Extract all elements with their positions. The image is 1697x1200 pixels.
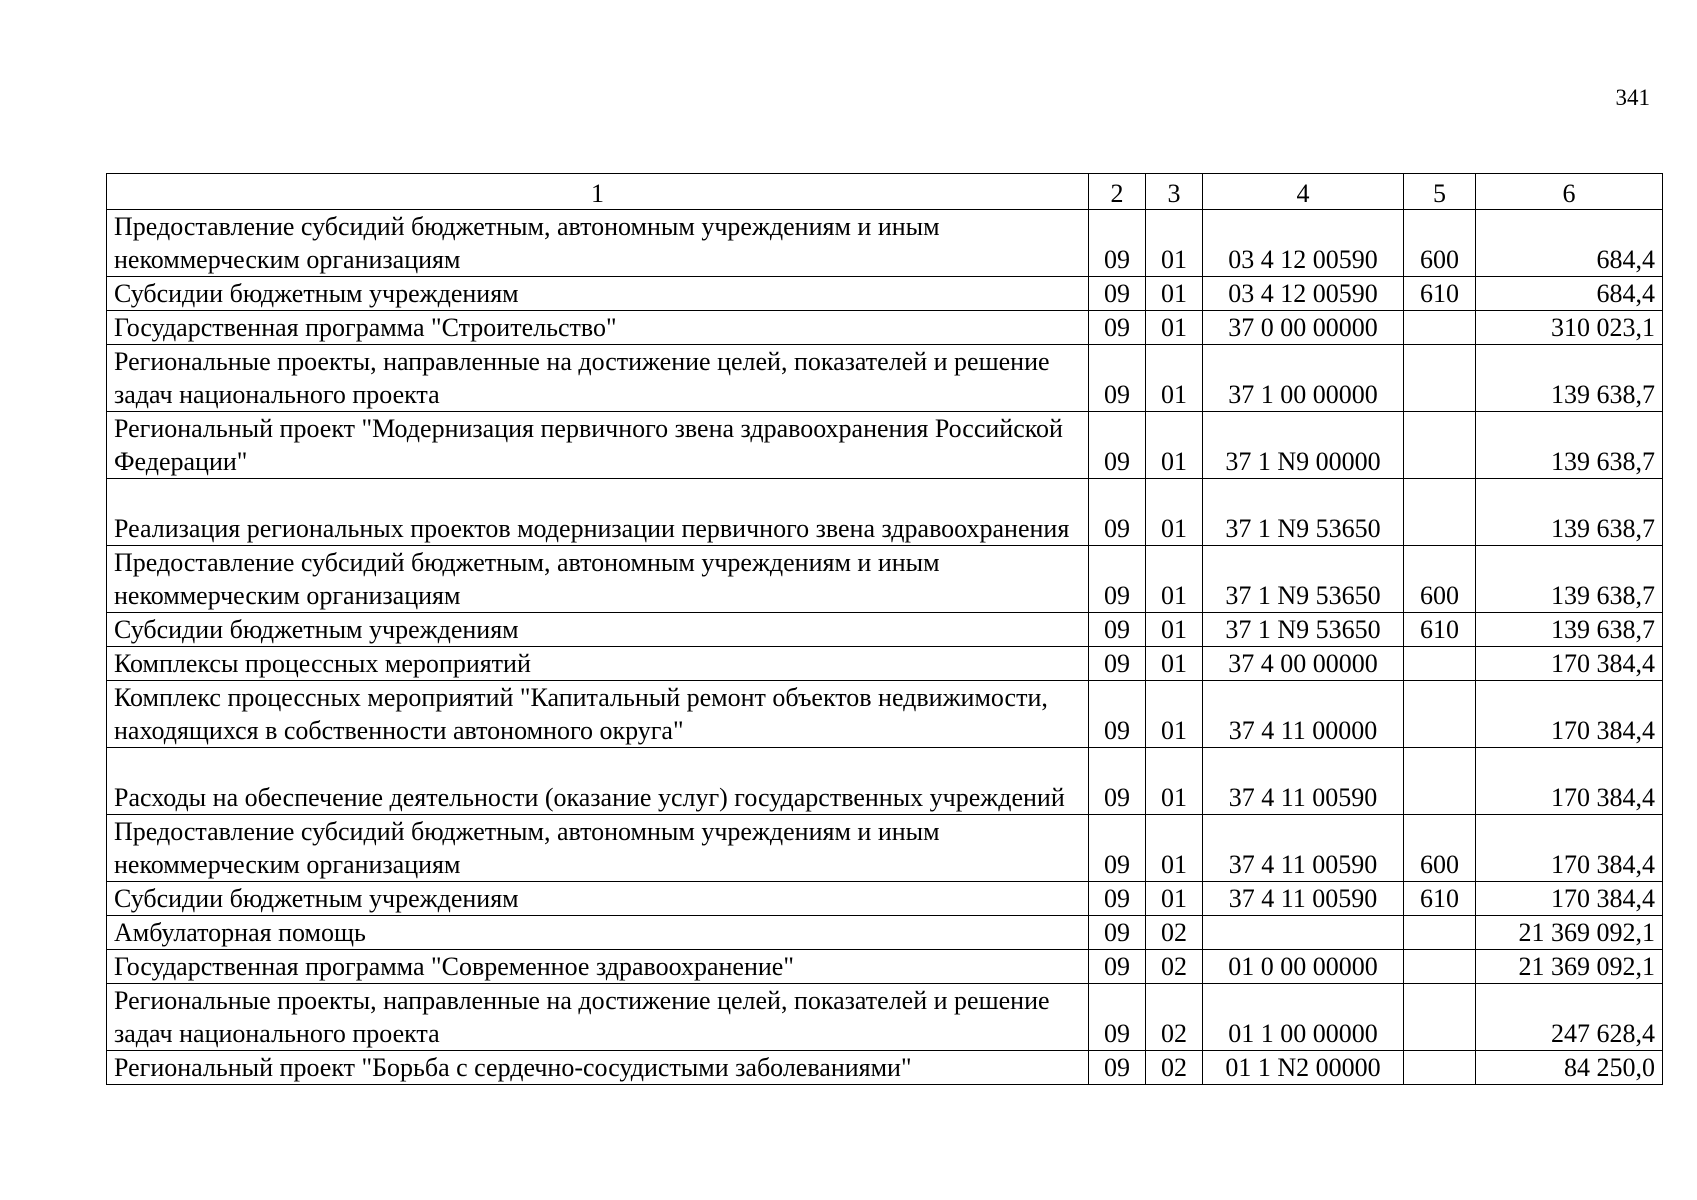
cell-name: Реализация региональных проектов модернизации первичного звена здравоохранения bbox=[107, 479, 1089, 546]
cell-section: 09 bbox=[1089, 647, 1146, 681]
cell-target-article: 03 4 12 00590 bbox=[1203, 210, 1404, 277]
cell-section: 09 bbox=[1089, 277, 1146, 311]
table-row bbox=[107, 613, 1663, 647]
cell-amount: 139 638,7 bbox=[1476, 613, 1663, 647]
table-row bbox=[107, 647, 1663, 681]
cell-expense-type bbox=[1404, 412, 1476, 479]
table-row bbox=[107, 277, 1663, 311]
cell-expense-type bbox=[1404, 647, 1476, 681]
cell-name: Предоставление субсидий бюджетным, автономным учреждениям и иным некоммерческим организациям bbox=[107, 210, 1089, 277]
cell-section: 09 bbox=[1089, 815, 1146, 882]
cell-amount: 170 384,4 bbox=[1476, 748, 1663, 815]
cell-subsection: 01 bbox=[1146, 613, 1203, 647]
table-row bbox=[107, 950, 1663, 984]
cell-section: 09 bbox=[1089, 345, 1146, 412]
cell-name: Предоставление субсидий бюджетным, автономным учреждениям и иным некоммерческим организациям bbox=[107, 815, 1089, 882]
cell-name: Региональные проекты, направленные на достижение целей, показателей и решение задач национального проекта bbox=[107, 984, 1089, 1051]
cell-name: Расходы на обеспечение деятельности (оказание услуг) государственных учреждений bbox=[107, 748, 1089, 815]
header-cell-amount: 6 bbox=[1476, 174, 1663, 210]
table-row bbox=[107, 748, 1663, 815]
cell-section: 09 bbox=[1089, 950, 1146, 984]
cell-target-article: 37 1 N9 53650 bbox=[1203, 479, 1404, 546]
cell-subsection: 01 bbox=[1146, 210, 1203, 277]
header-cell-section: 2 bbox=[1089, 174, 1146, 210]
table-row bbox=[107, 546, 1663, 613]
cell-amount: 21 369 092,1 bbox=[1476, 916, 1663, 950]
cell-target-article: 37 1 N9 00000 bbox=[1203, 412, 1404, 479]
cell-subsection: 01 bbox=[1146, 882, 1203, 916]
cell-expense-type: 600 bbox=[1404, 546, 1476, 613]
cell-target-article: 37 4 11 00590 bbox=[1203, 815, 1404, 882]
cell-expense-type: 610 bbox=[1404, 613, 1476, 647]
cell-target-article: 01 1 N2 00000 bbox=[1203, 1051, 1404, 1085]
cell-expense-type bbox=[1404, 345, 1476, 412]
header-cell-name: 1 bbox=[107, 174, 1089, 210]
cell-amount: 170 384,4 bbox=[1476, 815, 1663, 882]
cell-section: 09 bbox=[1089, 882, 1146, 916]
cell-target-article: 03 4 12 00590 bbox=[1203, 277, 1404, 311]
cell-name: Субсидии бюджетным учреждениям bbox=[107, 882, 1089, 916]
cell-subsection: 02 bbox=[1146, 950, 1203, 984]
cell-section: 09 bbox=[1089, 681, 1146, 748]
cell-expense-type bbox=[1404, 1051, 1476, 1085]
table-row bbox=[107, 210, 1663, 277]
table-row bbox=[107, 345, 1663, 412]
cell-name: Предоставление субсидий бюджетным, автономным учреждениям и иным некоммерческим организациям bbox=[107, 546, 1089, 613]
cell-target-article: 37 1 N9 53650 bbox=[1203, 613, 1404, 647]
cell-name: Региональный проект "Модернизация первичного звена здравоохранения Российской Федерации" bbox=[107, 412, 1089, 479]
cell-section: 09 bbox=[1089, 546, 1146, 613]
cell-section: 09 bbox=[1089, 984, 1146, 1051]
table-row bbox=[107, 882, 1663, 916]
cell-target-article: 37 4 11 00590 bbox=[1203, 748, 1404, 815]
cell-expense-type bbox=[1404, 916, 1476, 950]
cell-amount: 139 638,7 bbox=[1476, 345, 1663, 412]
cell-target-article: 37 1 00 00000 bbox=[1203, 345, 1404, 412]
cell-section: 09 bbox=[1089, 1051, 1146, 1085]
page-number: 341 bbox=[1615, 85, 1650, 110]
cell-target-article bbox=[1203, 916, 1404, 950]
cell-subsection: 01 bbox=[1146, 311, 1203, 345]
table-row bbox=[107, 479, 1663, 546]
cell-expense-type bbox=[1404, 681, 1476, 748]
cell-subsection: 01 bbox=[1146, 479, 1203, 546]
table-row bbox=[107, 916, 1663, 950]
cell-subsection: 02 bbox=[1146, 984, 1203, 1051]
cell-expense-type: 610 bbox=[1404, 277, 1476, 311]
cell-subsection: 01 bbox=[1146, 345, 1203, 412]
header-cell-expense-type: 5 bbox=[1404, 174, 1476, 210]
cell-subsection: 01 bbox=[1146, 412, 1203, 479]
cell-amount: 21 369 092,1 bbox=[1476, 950, 1663, 984]
cell-name: Субсидии бюджетным учреждениям bbox=[107, 277, 1089, 311]
cell-expense-type bbox=[1404, 950, 1476, 984]
cell-amount: 139 638,7 bbox=[1476, 412, 1663, 479]
cell-subsection: 01 bbox=[1146, 647, 1203, 681]
cell-name: Комплекс процессных мероприятий "Капитальный ремонт объектов недвижимости, находящихся в собственности автономного округа" bbox=[107, 681, 1089, 748]
header-cell-subsection: 3 bbox=[1146, 174, 1203, 210]
cell-expense-type: 600 bbox=[1404, 815, 1476, 882]
cell-expense-type bbox=[1404, 984, 1476, 1051]
cell-subsection: 01 bbox=[1146, 546, 1203, 613]
cell-name: Региональные проекты, направленные на достижение целей, показателей и решение задач национального проекта bbox=[107, 345, 1089, 412]
header-cell-target-article: 4 bbox=[1203, 174, 1404, 210]
cell-section: 09 bbox=[1089, 412, 1146, 479]
cell-section: 09 bbox=[1089, 916, 1146, 950]
cell-section: 09 bbox=[1089, 479, 1146, 546]
cell-subsection: 02 bbox=[1146, 1051, 1203, 1085]
table-row bbox=[107, 984, 1663, 1051]
cell-amount: 170 384,4 bbox=[1476, 882, 1663, 916]
cell-expense-type: 600 bbox=[1404, 210, 1476, 277]
cell-expense-type bbox=[1404, 748, 1476, 815]
cell-name: Амбулаторная помощь bbox=[107, 916, 1089, 950]
budget-table bbox=[106, 173, 1663, 1085]
cell-subsection: 01 bbox=[1146, 815, 1203, 882]
cell-expense-type bbox=[1404, 311, 1476, 345]
cell-section: 09 bbox=[1089, 210, 1146, 277]
cell-target-article: 37 0 00 00000 bbox=[1203, 311, 1404, 345]
table-body bbox=[107, 210, 1663, 1085]
cell-amount: 247 628,4 bbox=[1476, 984, 1663, 1051]
cell-target-article: 37 4 00 00000 bbox=[1203, 647, 1404, 681]
cell-amount: 139 638,7 bbox=[1476, 546, 1663, 613]
cell-expense-type bbox=[1404, 479, 1476, 546]
cell-amount: 170 384,4 bbox=[1476, 647, 1663, 681]
cell-subsection: 01 bbox=[1146, 277, 1203, 311]
cell-amount: 684,4 bbox=[1476, 277, 1663, 311]
cell-amount: 139 638,7 bbox=[1476, 479, 1663, 546]
cell-target-article: 01 0 00 00000 bbox=[1203, 950, 1404, 984]
cell-target-article: 37 4 11 00590 bbox=[1203, 882, 1404, 916]
cell-target-article: 37 4 11 00000 bbox=[1203, 681, 1404, 748]
cell-target-article: 01 1 00 00000 bbox=[1203, 984, 1404, 1051]
cell-section: 09 bbox=[1089, 613, 1146, 647]
cell-name: Региональный проект "Борьба с сердечно-сосудистыми заболеваниями" bbox=[107, 1051, 1089, 1085]
table-row bbox=[107, 815, 1663, 882]
cell-section: 09 bbox=[1089, 748, 1146, 815]
cell-name: Государственная программа "Строительство" bbox=[107, 311, 1089, 345]
header-row bbox=[107, 174, 1663, 210]
cell-name: Государственная программа "Современное здравоохранение" bbox=[107, 950, 1089, 984]
cell-amount: 310 023,1 bbox=[1476, 311, 1663, 345]
cell-name: Субсидии бюджетным учреждениям bbox=[107, 613, 1089, 647]
cell-amount: 684,4 bbox=[1476, 210, 1663, 277]
cell-subsection: 01 bbox=[1146, 748, 1203, 815]
cell-amount: 170 384,4 bbox=[1476, 681, 1663, 748]
cell-section: 09 bbox=[1089, 311, 1146, 345]
table-row bbox=[107, 311, 1663, 345]
table-row bbox=[107, 681, 1663, 748]
cell-target-article: 37 1 N9 53650 bbox=[1203, 546, 1404, 613]
cell-expense-type: 610 bbox=[1404, 882, 1476, 916]
table-header bbox=[107, 174, 1663, 210]
table-row bbox=[107, 412, 1663, 479]
cell-name: Комплексы процессных мероприятий bbox=[107, 647, 1089, 681]
cell-amount: 84 250,0 bbox=[1476, 1051, 1663, 1085]
table-row bbox=[107, 1051, 1663, 1085]
cell-subsection: 02 bbox=[1146, 916, 1203, 950]
cell-subsection: 01 bbox=[1146, 681, 1203, 748]
